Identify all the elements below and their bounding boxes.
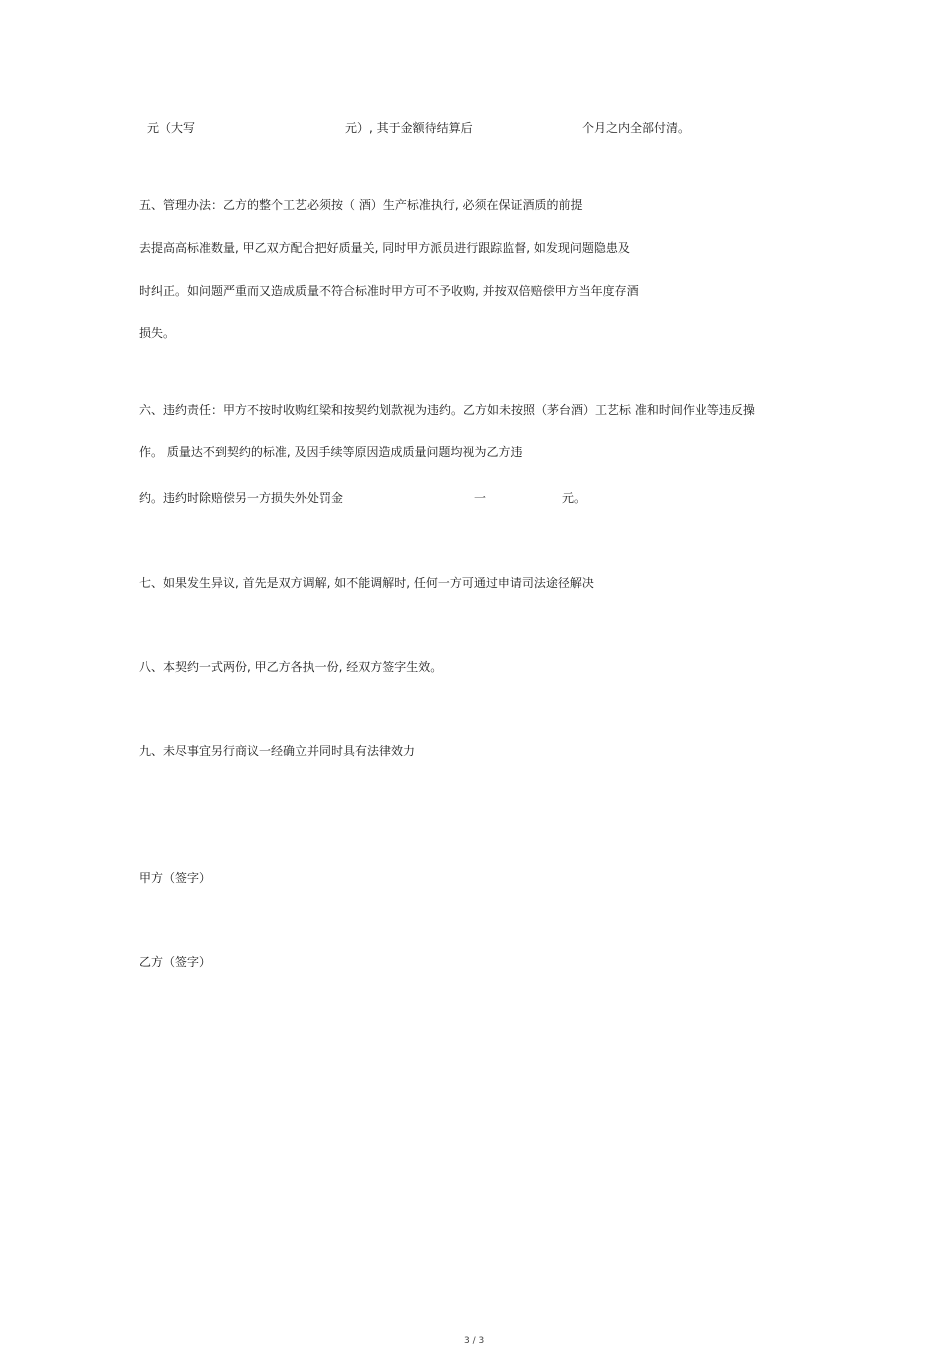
- clause-5-line-1: 五、管理办法：乙方的整个工艺必须按（ 酒）生产标准执行, 必须在保证酒质的前提: [139, 198, 583, 212]
- payment-text-3: 个月之内全部付清。: [582, 121, 691, 135]
- payment-text-2: 元）, 其于金额待结算后: [345, 121, 473, 135]
- party-b-signature-label: 乙方（签字）: [139, 955, 212, 969]
- clause-5-line-3: 时纠正。如问题严重而又造成质量不符合标准时甲方可不予收购, 并按双倍赔偿甲方当年度存酒: [139, 284, 639, 298]
- party-a-signature-label: 甲方（签字）: [139, 871, 212, 885]
- page-number: 3 / 3: [464, 1336, 485, 1346]
- clause-9: 九、未尽事宜另行商议一经确立并同时具有法律效力: [139, 744, 416, 758]
- clause-5-line-4: 损失。: [139, 326, 176, 340]
- clause-8: 八、本契约一式两份, 甲乙方各执一份, 经双方签字生效。: [139, 660, 443, 674]
- clause-6-line-2: 作。 质量达不到契约的标准, 及因手续等原因造成质量问题均视为乙方违: [139, 445, 523, 459]
- clause-6-line-1: 六、违约责任：甲方不按时收购红梁和按契约划款视为违约。乙方如未按照（茅台酒）工艺标 准和时间作业等违反操: [139, 403, 755, 417]
- clause-6-line-3b: 一: [474, 491, 487, 505]
- payment-text-1: 元（大写: [147, 121, 196, 135]
- clause-7: 七、如果发生异议, 首先是双方调解, 如不能调解时, 任何一方可通过申请司法途径解决: [139, 576, 594, 590]
- clause-6-line-3a: 约。违约时除赔偿另一方损失外处罚金: [139, 491, 344, 505]
- clause-6-line-3c: 元。: [562, 491, 587, 505]
- clause-5-line-2: 去提高高标准数量, 甲乙双方配合把好质量关, 同时甲方派员进行跟踪监督, 如发现问题隐患及: [139, 241, 630, 255]
